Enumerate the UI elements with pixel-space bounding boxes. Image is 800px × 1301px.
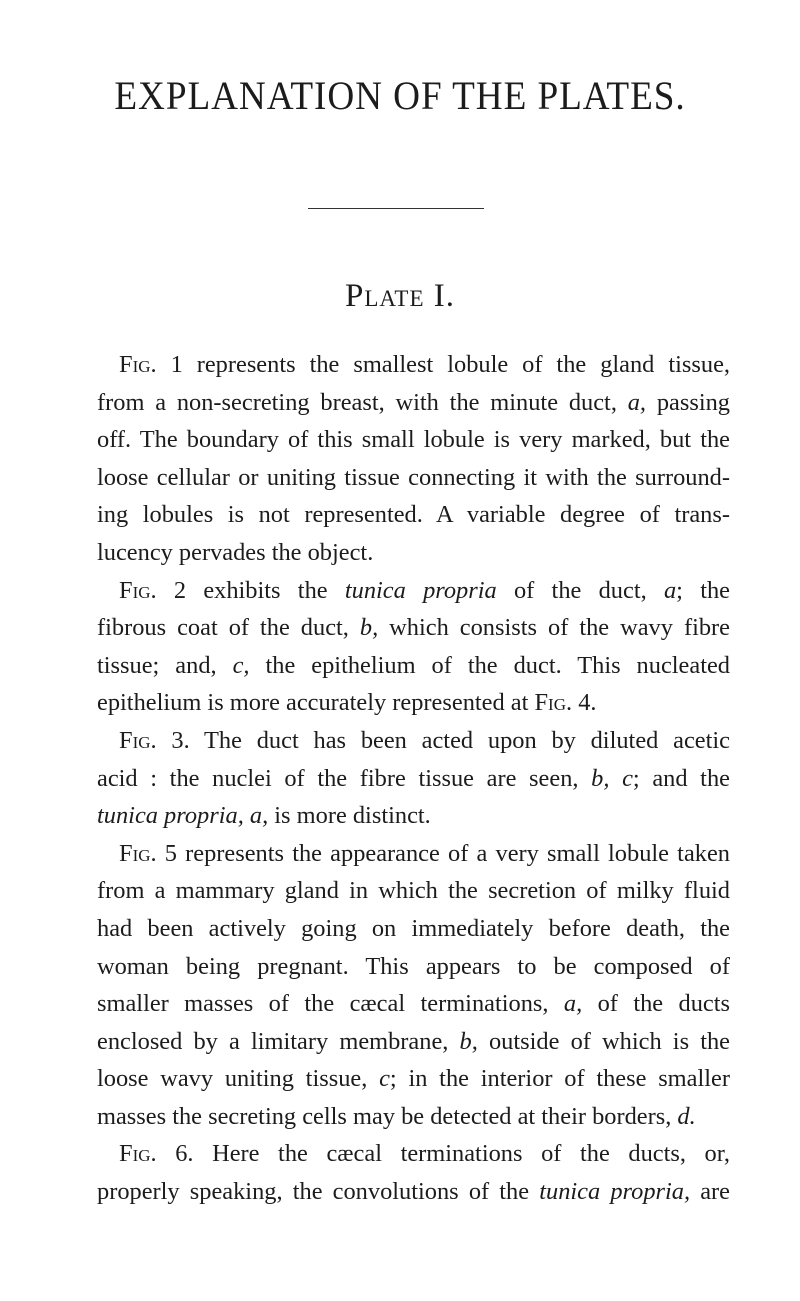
text-run: 6. Here the cæcal terminations of the ducts, or, [156, 1140, 730, 1168]
title-divider [308, 208, 484, 209]
text-run: from a non-secreting breast, with the minute duct, [97, 388, 628, 416]
text-run: 4. [572, 689, 597, 717]
text-line [97, 872, 730, 910]
text-run: had been actively going on immediately before death, the [97, 914, 730, 942]
text-run: outside of which is the [477, 1027, 730, 1055]
text-run: which consists of the wavy fibre [378, 614, 730, 642]
text-line [97, 722, 730, 760]
text-run: acid : the nuclei of the fibre tissue are seen, [97, 764, 592, 792]
italic-text: b, [359, 614, 379, 642]
body-text [97, 346, 730, 1211]
italic-text: a, [563, 990, 583, 1018]
text-run: ; and the [632, 764, 730, 792]
text-run: tissue; and, [97, 651, 233, 679]
text-line [97, 1060, 730, 1098]
text-run: woman being pregnant. This appears to be composed of [97, 952, 730, 980]
text-line [97, 684, 730, 722]
text-run: fibrous coat of the duct, [97, 614, 360, 642]
text-run: off. The boundary of this small lobule is very marked, but the [97, 426, 730, 454]
figure-reference: Fig. [119, 839, 157, 867]
text-line [97, 572, 730, 610]
italic-text: tunica propria, [539, 1178, 691, 1206]
text-line [97, 384, 730, 422]
plate-heading: Plate I. [344, 278, 456, 314]
text-run: properly speaking, the convolutions of the [97, 1178, 540, 1206]
figure-reference: Fig. [119, 726, 157, 754]
text-run: of the ducts [582, 990, 730, 1018]
figure-reference: Fig. [119, 1140, 157, 1168]
text-line [97, 609, 730, 647]
text-run: 3. The duct has been acted upon by diluted acetic [156, 726, 730, 754]
figure-reference: Fig. [119, 576, 157, 604]
italic-text: tunica propria [344, 576, 497, 604]
text-run: from a mammary gland in which the secretion of milky fluid [97, 877, 730, 905]
text-run: masses the secreting cells may be detected at their borders, [97, 1102, 678, 1130]
italic-text: c [379, 1065, 390, 1093]
text-run: the epithelium of the duct. This nucleated [249, 651, 730, 679]
text-line [97, 346, 730, 384]
text-run: smaller masses of the cæcal terminations, [97, 990, 564, 1018]
text-line [97, 760, 730, 798]
text-line [97, 421, 730, 459]
text-run: 1 represents the smallest lobule of the gland tissue, [156, 351, 730, 378]
text-run: epithelium is more accurately represented at [97, 689, 535, 717]
text-line [97, 1135, 730, 1173]
italic-text: b, [459, 1027, 478, 1055]
text-run: 2 exhibits the [156, 576, 345, 604]
figure-reference: Fig. [534, 689, 573, 717]
text-run: loose cellular or uniting tissue connecting it with the surround- [97, 463, 730, 491]
italic-text: b, c [591, 764, 633, 792]
text-run: loose wavy uniting tissue, [97, 1065, 380, 1093]
text-run: of the duct, [496, 576, 664, 604]
text-run: ; the [676, 576, 730, 604]
text-line [97, 797, 730, 835]
text-line [97, 985, 730, 1023]
text-line [97, 1023, 730, 1061]
text-line [97, 1173, 730, 1211]
text-run: ing lobules is not represented. A variable degree of trans- [97, 501, 730, 529]
text-line [97, 835, 730, 873]
figure-reference: Fig. [119, 351, 157, 378]
text-run: enclosed by a limitary membrane, [97, 1027, 460, 1055]
text-run: ; in the interior of these smaller [389, 1065, 730, 1093]
italic-text: a, [627, 388, 647, 416]
page-title: EXPLANATION OF THE PLATES. [114, 73, 686, 118]
italic-text: tunica propria, a, [97, 802, 269, 830]
text-line [97, 534, 730, 572]
text-run: 5 represents the appearance of a very small lobule taken [156, 839, 730, 867]
text-line [97, 948, 730, 986]
italic-text: c, [232, 651, 250, 679]
text-line [97, 1098, 730, 1136]
text-line [97, 910, 730, 948]
text-run: are [690, 1178, 730, 1206]
text-run: is more distinct. [268, 802, 431, 830]
italic-text: d. [677, 1102, 696, 1130]
text-line [97, 496, 730, 534]
italic-text: a [663, 576, 677, 604]
text-run: passing [646, 388, 730, 416]
text-line [97, 647, 730, 685]
text-run: lucency pervades the object. [97, 538, 374, 566]
text-line [97, 459, 730, 497]
